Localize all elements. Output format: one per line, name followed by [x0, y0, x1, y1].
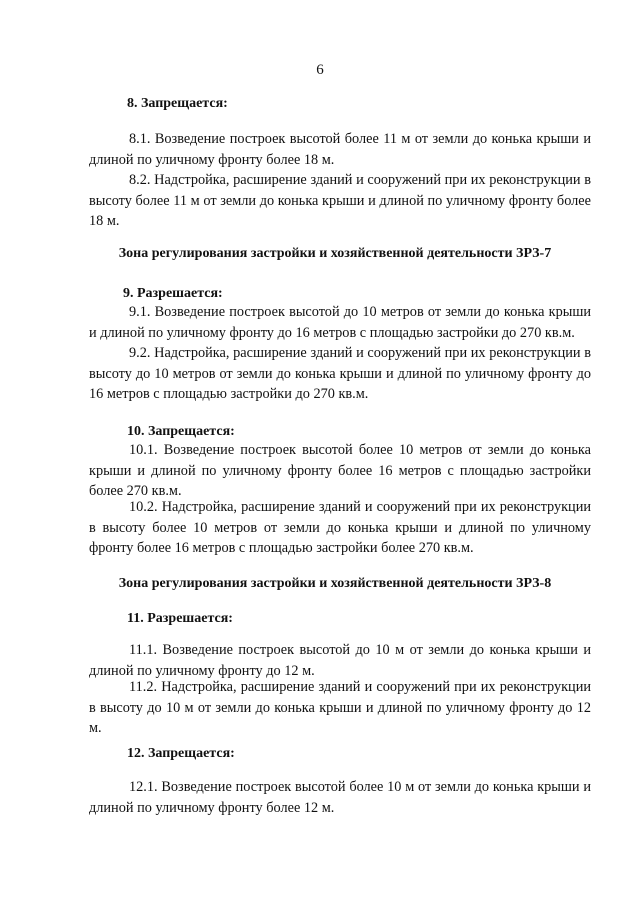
item-11-1: 11.1. Возведение построек высотой до 10 м от земли до конька крыши и длиной по уличному фронту до 12 м.	[89, 642, 591, 679]
page-number: 6	[316, 62, 324, 78]
zone-title-zrz-7: Зона регулирования застройки и хозяйственной деятельности ЗРЗ-7	[118, 246, 552, 261]
item-8-2: 8.2. Надстройка, расширение зданий и сооружений при их реконструкции в высоту более 11 м от земли до конька крыши и длиной по уличному фронту более 18 м.	[89, 172, 591, 229]
item-11-2: 11.2. Надстройка, расширение зданий и сооружений при их реконструкции в высоту до 10 м от земли до конька крыши и длиной по уличному фронту до 12 м.	[89, 679, 591, 736]
item-10-2: 10.2. Надстройка, расширение зданий и сооружений при их реконструкции в высоту более 10 метров от земли до конька крыши и длиной по уличному фронту более 16 метров с площадью застройки более 270 кв.м.	[89, 499, 591, 556]
section-10-heading: 10. Запрещается:	[127, 424, 235, 439]
section-8-heading: 8. Запрещается:	[127, 96, 228, 111]
section-11-heading: 11. Разрешается:	[127, 611, 233, 626]
item-8-1: 8.1. Возведение построек высотой более 11 м от земли до конька крыши и длиной по уличному фронту более 18 м.	[89, 131, 591, 168]
section-9-heading: 9. Разрешается:	[123, 286, 223, 301]
zone-title-zrz-8: Зона регулирования застройки и хозяйственной деятельности ЗРЗ-8	[118, 576, 552, 591]
item-9-2: 9.2. Надстройка, расширение зданий и сооружений при их реконструкции в высоту до 10 метров от земли до конька крыши и длиной по уличному фронту до 16 метров с площадью застройки до 270 кв.м.	[89, 345, 591, 402]
item-10-1: 10.1. Возведение построек высотой более 10 метров от земли до конька крыши и длиной по уличному фронту более 16 метров с площадью застройки более 270 кв.м.	[89, 442, 591, 499]
item-9-1: 9.1. Возведение построек высотой до 10 метров от земли до конька крыши и длиной по уличному фронту до 16 метров с площадью застройки до 270 кв.м.	[89, 304, 591, 341]
item-12-1: 12.1. Возведение построек высотой более 10 м от земли до конька крыши и длиной по уличному фронту более 12 м.	[89, 779, 591, 816]
section-12-heading: 12. Запрещается:	[127, 746, 235, 761]
